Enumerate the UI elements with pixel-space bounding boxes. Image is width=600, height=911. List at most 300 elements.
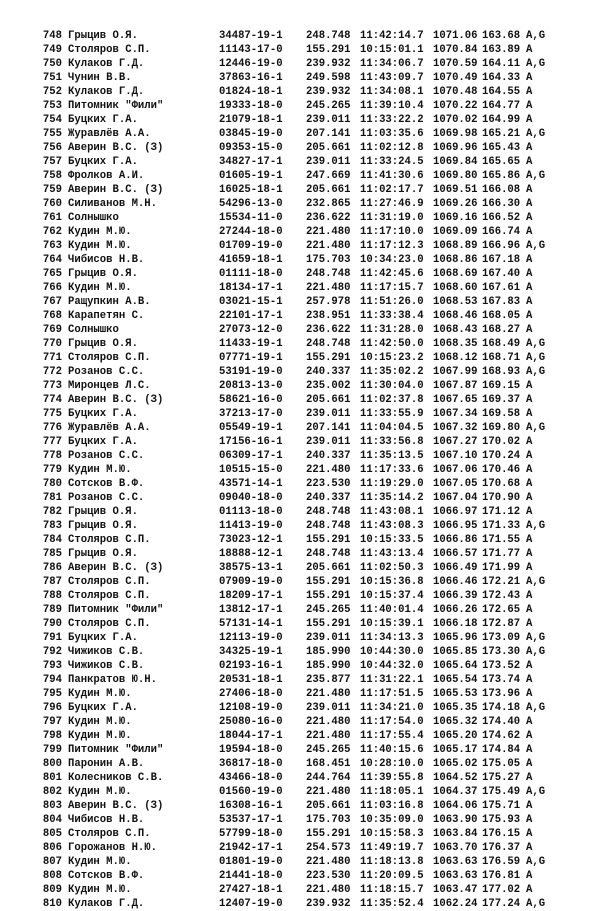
arrival-time-cell: 11:49:19.7 xyxy=(360,842,424,854)
distance-cell: 245.265 xyxy=(306,744,351,756)
mark-cell: A,G xyxy=(526,30,546,42)
speed-cell: 1063.90 xyxy=(433,814,478,826)
name-cell: Розанов С.С. xyxy=(68,366,145,378)
points-cell: 166.96 xyxy=(482,240,521,252)
rank-cell: 772 xyxy=(42,366,62,378)
rank-cell: 757 xyxy=(42,156,62,168)
ring-code-cell: 18209-17-1 xyxy=(219,590,283,602)
distance-cell: 239.011 xyxy=(306,156,351,168)
rank-cell: 770 xyxy=(42,338,62,350)
distance-cell: 240.337 xyxy=(306,366,351,378)
mark-cell: A xyxy=(526,590,533,602)
mark-cell: A xyxy=(526,268,533,280)
arrival-time-cell: 11:40:15.6 xyxy=(360,744,424,756)
arrival-time-cell: 10:15:33.5 xyxy=(360,534,424,546)
rank-cell: 781 xyxy=(42,492,62,504)
ring-code-cell: 21441-18-0 xyxy=(219,870,283,882)
points-cell: 177.24 xyxy=(482,898,521,910)
speed-cell: 1069.09 xyxy=(433,226,478,238)
ring-code-cell: 06309-17-1 xyxy=(219,450,283,462)
ring-code-cell: 07771-19-1 xyxy=(219,352,283,364)
rank-cell: 793 xyxy=(42,660,62,672)
speed-cell: 1068.53 xyxy=(433,296,478,308)
points-cell: 173.30 xyxy=(482,646,521,658)
rank-cell: 755 xyxy=(42,128,62,140)
name-cell: Кулаков Г.Д. xyxy=(68,58,145,70)
distance-cell: 223.530 xyxy=(306,478,351,490)
arrival-time-cell: 11:04:04.5 xyxy=(360,422,424,434)
name-cell: Паронин А.В. xyxy=(68,758,145,770)
speed-cell: 1066.49 xyxy=(433,562,478,574)
arrival-time-cell: 11:34:21.0 xyxy=(360,702,424,714)
distance-cell: 207.141 xyxy=(306,128,351,140)
rank-cell: 783 xyxy=(42,520,62,532)
name-cell: Кулаков Г.Д. xyxy=(68,86,145,98)
mark-cell: A xyxy=(526,758,533,770)
arrival-time-cell: 11:02:37.8 xyxy=(360,394,424,406)
speed-cell: 1066.26 xyxy=(433,604,478,616)
mark-cell: A xyxy=(526,478,533,490)
mark-cell: A,G xyxy=(526,786,546,798)
name-cell: Сотсков В.Ф. xyxy=(68,870,145,882)
ring-code-cell: 11433-19-1 xyxy=(219,338,283,350)
name-cell: Грыцив О.Я. xyxy=(68,520,138,532)
speed-cell: 1068.43 xyxy=(433,324,478,336)
rank-cell: 806 xyxy=(42,842,62,854)
distance-cell: 248.748 xyxy=(306,548,351,560)
distance-cell: 248.748 xyxy=(306,506,351,518)
ring-code-cell: 43466-18-0 xyxy=(219,772,283,784)
rank-cell: 805 xyxy=(42,828,62,840)
speed-cell: 1066.39 xyxy=(433,590,478,602)
speed-cell: 1065.35 xyxy=(433,702,478,714)
distance-cell: 223.530 xyxy=(306,870,351,882)
distance-cell: 248.748 xyxy=(306,520,351,532)
points-cell: 171.12 xyxy=(482,506,521,518)
name-cell: Кудин М.Ю. xyxy=(68,464,132,476)
ring-code-cell: 37213-17-0 xyxy=(219,408,283,420)
ring-code-cell: 03845-19-0 xyxy=(219,128,283,140)
ring-code-cell: 19333-18-0 xyxy=(219,100,283,112)
distance-cell: 239.932 xyxy=(306,86,351,98)
arrival-time-cell: 11:42:45.6 xyxy=(360,268,424,280)
points-cell: 165.43 xyxy=(482,142,521,154)
distance-cell: 155.291 xyxy=(306,576,351,588)
speed-cell: 1065.02 xyxy=(433,758,478,770)
ring-code-cell: 16025-18-1 xyxy=(219,184,283,196)
distance-cell: 235.002 xyxy=(306,380,351,392)
ring-code-cell: 16308-16-1 xyxy=(219,800,283,812)
rank-cell: 758 xyxy=(42,170,62,182)
distance-cell: 248.748 xyxy=(306,268,351,280)
name-cell: Чибисов Н.В. xyxy=(68,254,145,266)
mark-cell: A xyxy=(526,674,533,686)
distance-cell: 155.291 xyxy=(306,590,351,602)
arrival-time-cell: 11:03:16.8 xyxy=(360,800,424,812)
rank-cell: 797 xyxy=(42,716,62,728)
rank-cell: 801 xyxy=(42,772,62,784)
ring-code-cell: 41659-18-1 xyxy=(219,254,283,266)
arrival-time-cell: 10:44:30.0 xyxy=(360,646,424,658)
ring-code-cell: 09353-15-0 xyxy=(219,142,283,154)
ring-code-cell: 19594-18-0 xyxy=(219,744,283,756)
arrival-time-cell: 11:17:12.3 xyxy=(360,240,424,252)
speed-cell: 1069.26 xyxy=(433,198,478,210)
name-cell: Солнышко xyxy=(68,212,119,224)
arrival-time-cell: 11:33:56.8 xyxy=(360,436,424,448)
ring-code-cell: 54296-13-0 xyxy=(219,198,283,210)
name-cell: Питомник "Фили" xyxy=(68,100,164,112)
rank-cell: 769 xyxy=(42,324,62,336)
name-cell: Грыцив О.Я. xyxy=(68,548,138,560)
ring-code-cell: 01801-19-0 xyxy=(219,856,283,868)
points-cell: 175.27 xyxy=(482,772,521,784)
arrival-time-cell: 11:33:38.4 xyxy=(360,310,424,322)
arrival-time-cell: 11:43:13.4 xyxy=(360,548,424,560)
points-cell: 169.15 xyxy=(482,380,521,392)
mark-cell: A xyxy=(526,198,533,210)
ring-code-cell: 13812-17-1 xyxy=(219,604,283,616)
points-cell: 164.99 xyxy=(482,114,521,126)
speed-cell: 1068.35 xyxy=(433,338,478,350)
speed-cell: 1068.69 xyxy=(433,268,478,280)
name-cell: Кудин М.Ю. xyxy=(68,856,132,868)
distance-cell: 248.748 xyxy=(306,30,351,42)
arrival-time-cell: 10:15:36.8 xyxy=(360,576,424,588)
distance-cell: 207.141 xyxy=(306,422,351,434)
distance-cell: 221.480 xyxy=(306,240,351,252)
distance-cell: 247.669 xyxy=(306,170,351,182)
name-cell: Розанов С.С. xyxy=(68,492,145,504)
arrival-time-cell: 10:35:09.0 xyxy=(360,814,424,826)
rank-cell: 810 xyxy=(42,898,62,910)
rank-cell: 794 xyxy=(42,674,62,686)
name-cell: Буцких Г.А. xyxy=(68,632,138,644)
speed-cell: 1068.86 xyxy=(433,254,478,266)
points-cell: 176.81 xyxy=(482,870,521,882)
mark-cell: A,G xyxy=(526,520,546,532)
speed-cell: 1065.17 xyxy=(433,744,478,756)
name-cell: Чижиков С.В. xyxy=(68,646,145,658)
ring-code-cell: 53537-17-1 xyxy=(219,814,283,826)
mark-cell: A xyxy=(526,254,533,266)
speed-cell: 1063.63 xyxy=(433,856,478,868)
distance-cell: 239.932 xyxy=(306,58,351,70)
points-cell: 165.65 xyxy=(482,156,521,168)
points-cell: 165.86 xyxy=(482,170,521,182)
ring-code-cell: 03021-15-1 xyxy=(219,296,283,308)
ring-code-cell: 34487-19-1 xyxy=(219,30,283,42)
points-cell: 175.93 xyxy=(482,814,521,826)
name-cell: Питомник "Фили" xyxy=(68,604,164,616)
ring-code-cell: 01605-19-1 xyxy=(219,170,283,182)
arrival-time-cell: 11:42:50.0 xyxy=(360,338,424,350)
mark-cell: A xyxy=(526,772,533,784)
arrival-time-cell: 11:39:10.4 xyxy=(360,100,424,112)
speed-cell: 1066.18 xyxy=(433,618,478,630)
speed-cell: 1066.95 xyxy=(433,520,478,532)
arrival-time-cell: 11:20:09.5 xyxy=(360,870,424,882)
distance-cell: 232.865 xyxy=(306,198,351,210)
rank-cell: 771 xyxy=(42,352,62,364)
rank-cell: 767 xyxy=(42,296,62,308)
distance-cell: 205.661 xyxy=(306,394,351,406)
mark-cell: A xyxy=(526,828,533,840)
ring-code-cell: 12108-19-0 xyxy=(219,702,283,714)
mark-cell: A xyxy=(526,506,533,518)
distance-cell: 236.622 xyxy=(306,324,351,336)
rank-cell: 763 xyxy=(42,240,62,252)
name-cell: Горожанов Н.Ю. xyxy=(68,842,158,854)
arrival-time-cell: 11:43:09.7 xyxy=(360,72,424,84)
arrival-time-cell: 10:15:01.1 xyxy=(360,44,424,56)
rank-cell: 768 xyxy=(42,310,62,322)
name-cell: Аверин В.С. (З) xyxy=(68,142,164,154)
points-cell: 170.46 xyxy=(482,464,521,476)
ring-code-cell: 15534-11-0 xyxy=(219,212,283,224)
arrival-time-cell: 11:35:52.4 xyxy=(360,898,424,910)
points-cell: 174.18 xyxy=(482,702,521,714)
rank-cell: 787 xyxy=(42,576,62,588)
points-cell: 171.33 xyxy=(482,520,521,532)
name-cell: Журавлёв А.А. xyxy=(68,128,151,140)
arrival-time-cell: 11:19:29.0 xyxy=(360,478,424,490)
mark-cell: A,G xyxy=(526,58,546,70)
arrival-time-cell: 11:17:54.0 xyxy=(360,716,424,728)
speed-cell: 1065.32 xyxy=(433,716,478,728)
speed-cell: 1067.32 xyxy=(433,422,478,434)
distance-cell: 155.291 xyxy=(306,44,351,56)
mark-cell: A xyxy=(526,408,533,420)
arrival-time-cell: 11:02:50.3 xyxy=(360,562,424,574)
distance-cell: 205.661 xyxy=(306,562,351,574)
speed-cell: 1065.20 xyxy=(433,730,478,742)
distance-cell: 205.661 xyxy=(306,184,351,196)
name-cell: Колесников С.В. xyxy=(68,772,164,784)
arrival-time-cell: 11:02:17.7 xyxy=(360,184,424,196)
rank-cell: 802 xyxy=(42,786,62,798)
speed-cell: 1066.86 xyxy=(433,534,478,546)
arrival-time-cell: 11:17:33.6 xyxy=(360,464,424,476)
name-cell: Сотсков В.Ф. xyxy=(68,478,145,490)
arrival-time-cell: 11:39:55.8 xyxy=(360,772,424,784)
rank-cell: 796 xyxy=(42,702,62,714)
arrival-time-cell: 11:31:19.0 xyxy=(360,212,424,224)
ring-code-cell: 09040-18-0 xyxy=(219,492,283,504)
speed-cell: 1071.06 xyxy=(433,30,478,42)
rank-cell: 789 xyxy=(42,604,62,616)
speed-cell: 1067.10 xyxy=(433,450,478,462)
ring-code-cell: 38575-13-1 xyxy=(219,562,283,574)
name-cell: Кудин М.Ю. xyxy=(68,240,132,252)
points-cell: 169.37 xyxy=(482,394,521,406)
arrival-time-cell: 11:17:55.4 xyxy=(360,730,424,742)
name-cell: Кудин М.Ю. xyxy=(68,730,132,742)
ring-code-cell: 01709-19-0 xyxy=(219,240,283,252)
ring-code-cell: 27427-18-1 xyxy=(219,884,283,896)
name-cell: Розанов С.С. xyxy=(68,450,145,462)
speed-cell: 1069.51 xyxy=(433,184,478,196)
distance-cell: 240.337 xyxy=(306,492,351,504)
speed-cell: 1070.22 xyxy=(433,100,478,112)
name-cell: Аверин В.С. (З) xyxy=(68,394,164,406)
ring-code-cell: 17156-16-1 xyxy=(219,436,283,448)
distance-cell: 205.661 xyxy=(306,800,351,812)
mark-cell: A xyxy=(526,548,533,560)
ring-code-cell: 12407-19-0 xyxy=(219,898,283,910)
points-cell: 164.77 xyxy=(482,100,521,112)
rank-cell: 791 xyxy=(42,632,62,644)
mark-cell: A xyxy=(526,282,533,294)
distance-cell: 221.480 xyxy=(306,226,351,238)
mark-cell: A xyxy=(526,800,533,812)
points-cell: 163.89 xyxy=(482,44,521,56)
mark-cell: A xyxy=(526,142,533,154)
mark-cell: A,G xyxy=(526,338,546,350)
mark-cell: A xyxy=(526,86,533,98)
points-cell: 171.99 xyxy=(482,562,521,574)
speed-cell: 1068.60 xyxy=(433,282,478,294)
distance-cell: 249.598 xyxy=(306,72,351,84)
distance-cell: 254.573 xyxy=(306,842,351,854)
rank-cell: 749 xyxy=(42,44,62,56)
distance-cell: 240.337 xyxy=(306,450,351,462)
speed-cell: 1070.02 xyxy=(433,114,478,126)
name-cell: Аверин В.С. (З) xyxy=(68,800,164,812)
speed-cell: 1065.54 xyxy=(433,674,478,686)
distance-cell: 257.978 xyxy=(306,296,351,308)
speed-cell: 1069.16 xyxy=(433,212,478,224)
arrival-time-cell: 11:34:13.3 xyxy=(360,632,424,644)
rank-cell: 760 xyxy=(42,198,62,210)
mark-cell: A,G xyxy=(526,240,546,252)
mark-cell: A xyxy=(526,730,533,742)
mark-cell: A xyxy=(526,296,533,308)
rank-cell: 765 xyxy=(42,268,62,280)
ring-code-cell: 57799-18-0 xyxy=(219,828,283,840)
speed-cell: 1067.65 xyxy=(433,394,478,406)
arrival-time-cell: 11:30:04.0 xyxy=(360,380,424,392)
arrival-time-cell: 11:17:10.0 xyxy=(360,226,424,238)
distance-cell: 244.764 xyxy=(306,772,351,784)
points-cell: 169.58 xyxy=(482,408,521,420)
points-cell: 164.55 xyxy=(482,86,521,98)
mark-cell: A xyxy=(526,212,533,224)
speed-cell: 1063.47 xyxy=(433,884,478,896)
distance-cell: 155.291 xyxy=(306,352,351,364)
arrival-time-cell: 10:15:37.4 xyxy=(360,590,424,602)
speed-cell: 1070.49 xyxy=(433,72,478,84)
ring-code-cell: 20531-18-1 xyxy=(219,674,283,686)
rank-cell: 782 xyxy=(42,506,62,518)
ring-code-cell: 05549-19-1 xyxy=(219,422,283,434)
ring-code-cell: 02193-16-1 xyxy=(219,660,283,672)
name-cell: Журавлёв А.А. xyxy=(68,422,151,434)
arrival-time-cell: 11:43:08.3 xyxy=(360,520,424,532)
ring-code-cell: 12113-19-0 xyxy=(219,632,283,644)
distance-cell: 205.661 xyxy=(306,142,351,154)
arrival-time-cell: 11:18:15.7 xyxy=(360,884,424,896)
distance-cell: 221.480 xyxy=(306,716,351,728)
ring-code-cell: 27073-12-0 xyxy=(219,324,283,336)
name-cell: Грыцив О.Я. xyxy=(68,338,138,350)
points-cell: 175.49 xyxy=(482,786,521,798)
ring-code-cell: 10515-15-0 xyxy=(219,464,283,476)
mark-cell: A,G xyxy=(526,702,546,714)
arrival-time-cell: 10:15:23.2 xyxy=(360,352,424,364)
mark-cell: A xyxy=(526,156,533,168)
points-cell: 173.96 xyxy=(482,688,521,700)
rank-cell: 803 xyxy=(42,800,62,812)
speed-cell: 1068.89 xyxy=(433,240,478,252)
points-cell: 164.11 xyxy=(482,58,521,70)
points-cell: 167.61 xyxy=(482,282,521,294)
name-cell: Столяров С.П. xyxy=(68,44,151,56)
rank-cell: 798 xyxy=(42,730,62,742)
distance-cell: 248.748 xyxy=(306,338,351,350)
ring-code-cell: 34827-17-1 xyxy=(219,156,283,168)
rank-cell: 804 xyxy=(42,814,62,826)
ring-code-cell: 53191-19-0 xyxy=(219,366,283,378)
points-cell: 167.83 xyxy=(482,296,521,308)
speed-cell: 1066.97 xyxy=(433,506,478,518)
arrival-time-cell: 11:41:30.6 xyxy=(360,170,424,182)
mark-cell: A xyxy=(526,660,533,672)
speed-cell: 1064.06 xyxy=(433,800,478,812)
arrival-time-cell: 11:17:51.5 xyxy=(360,688,424,700)
name-cell: Аверин В.С. (З) xyxy=(68,184,164,196)
points-cell: 174.84 xyxy=(482,744,521,756)
points-cell: 166.52 xyxy=(482,212,521,224)
rank-cell: 761 xyxy=(42,212,62,224)
points-cell: 168.05 xyxy=(482,310,521,322)
distance-cell: 155.291 xyxy=(306,828,351,840)
points-cell: 175.05 xyxy=(482,758,521,770)
ring-code-cell: 01824-18-1 xyxy=(219,86,283,98)
points-cell: 174.40 xyxy=(482,716,521,728)
distance-cell: 221.480 xyxy=(306,464,351,476)
ring-code-cell: 18044-17-1 xyxy=(219,730,283,742)
distance-cell: 239.011 xyxy=(306,632,351,644)
mark-cell: A xyxy=(526,184,533,196)
ring-code-cell: 34325-19-1 xyxy=(219,646,283,658)
arrival-time-cell: 11:35:14.2 xyxy=(360,492,424,504)
speed-cell: 1067.27 xyxy=(433,436,478,448)
arrival-time-cell: 11:51:26.0 xyxy=(360,296,424,308)
rank-cell: 773 xyxy=(42,380,62,392)
speed-cell: 1070.48 xyxy=(433,86,478,98)
name-cell: Ращупкин А.В. xyxy=(68,296,151,308)
points-cell: 176.37 xyxy=(482,842,521,854)
distance-cell: 221.480 xyxy=(306,688,351,700)
mark-cell: A xyxy=(526,534,533,546)
name-cell: Чунин В.В. xyxy=(68,72,132,84)
distance-cell: 236.622 xyxy=(306,212,351,224)
mark-cell: A xyxy=(526,394,533,406)
rank-cell: 753 xyxy=(42,100,62,112)
arrival-time-cell: 11:34:08.1 xyxy=(360,86,424,98)
mark-cell: A,G xyxy=(526,576,546,588)
points-cell: 170.24 xyxy=(482,450,521,462)
points-cell: 175.71 xyxy=(482,800,521,812)
arrival-time-cell: 11:31:28.0 xyxy=(360,324,424,336)
rank-cell: 778 xyxy=(42,450,62,462)
mark-cell: A xyxy=(526,464,533,476)
arrival-time-cell: 11:43:08.1 xyxy=(360,506,424,518)
points-cell: 173.52 xyxy=(482,660,521,672)
arrival-time-cell: 11:03:35.6 xyxy=(360,128,424,140)
name-cell: Питомник "Фили" xyxy=(68,744,164,756)
